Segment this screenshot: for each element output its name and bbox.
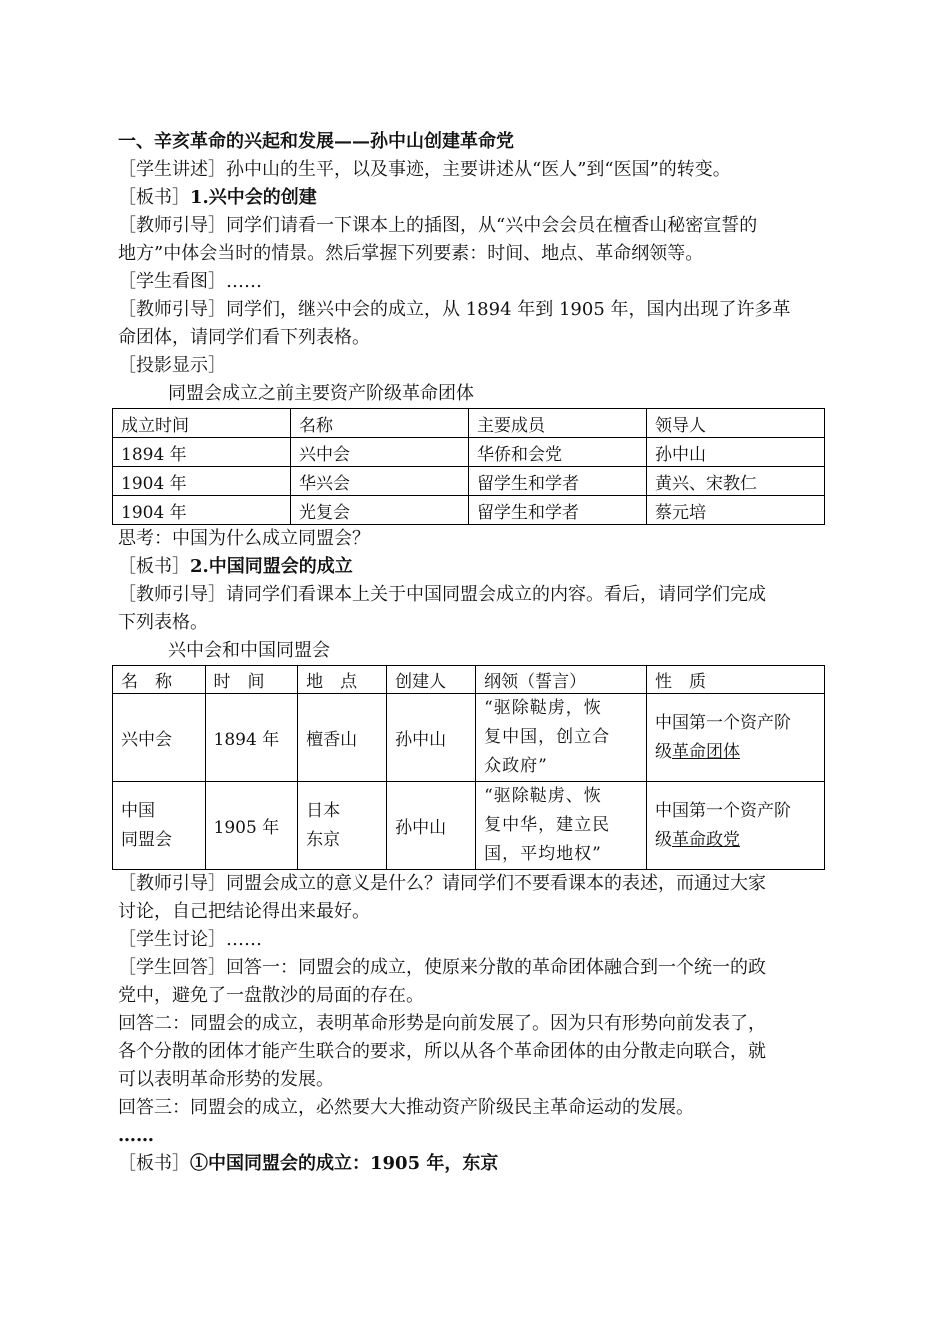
table-header-cell: 纲领（誓言） [476,666,647,694]
name-line: 同盟会 [121,829,172,850]
table-header-row [113,666,825,694]
paragraph-teacher-guide-4b: 讨论，自己把结论得出来最好。 [118,901,370,922]
table-header-cell: 名称 [291,409,469,438]
table-cell: 光复会 [291,496,469,525]
board-label: ［板书］ [118,556,190,577]
table-row [113,467,825,496]
table-header-cell: 领导人 [647,409,825,438]
paragraph-teacher-guide-3a: ［教师引导］请同学们看课本上关于中国同盟会成立的内容。看后，请同学们完成 [118,584,766,605]
program-line: “驱除鞑虏，恢 [484,698,602,718]
table-cell-nature [646,782,824,870]
table-cell-program [476,694,647,782]
nature-line [655,826,816,855]
paragraph-projection: ［投影显示］ [118,355,226,376]
nature-prefix: 级 [654,829,672,850]
table-cell [113,782,206,870]
board-heading-2 [118,553,838,581]
board-title: 2.中国同盟会的成立 [190,556,353,577]
table-cell [298,782,387,870]
place-line: 东京 [306,829,341,850]
program-line: 众政府” [484,756,548,776]
table-cell: 留学生和学者 [469,467,647,496]
board-heading-3 [118,1150,838,1178]
paragraph-answer-3: 回答三：同盟会的成立，必然要大大推动资产阶级民主革命运动的发展。 [118,1097,694,1118]
paragraph-teacher-guide-2a: ［教师引导］同学们，继兴中会的成立，从 1894 年到 1905 年，国内出现了许多革 [118,299,791,320]
table-cell: 孙中山 [387,782,476,870]
place-line: 日本 [306,800,341,821]
program-line: 复中华，建立民 [484,815,611,835]
table-header-cell: 地 点 [298,666,387,694]
paragraph-answer-1a: ［学生回答］回答一：同盟会的成立，使原来分散的革命团体融合到一个统一的政 [118,957,766,978]
table-row [113,782,825,870]
paragraph-student-view: ［学生看图］…… [118,271,262,292]
revolutionary-groups-table [112,408,825,525]
paragraph-teacher-guide-3b: 下列表格。 [118,612,208,633]
table-cell: 华侨和会党 [469,438,647,467]
board-label: ［板书］ [118,187,190,208]
table-cell: 1904 年 [113,467,291,496]
nature-line: 中国第一个资产阶 [654,800,791,821]
section-title: 一、辛亥革命的兴起和发展——孙中山创建革命党 [118,131,514,152]
program-line: 复中国，创立合 [484,727,611,747]
table-header-cell: 主要成员 [469,409,647,438]
table-cell: 蔡元培 [647,496,825,525]
table-header-cell: 成立时间 [113,409,291,438]
table-row [113,438,825,467]
table-cell: 1894 年 [205,694,298,782]
paragraph-ellipsis: …… [118,1125,154,1146]
table-cell-program [476,782,647,870]
table-cell: 檀香山 [298,694,387,782]
paragraph-answer-1b: 党中，避免了一盘散沙的局面的存在。 [118,985,424,1006]
nature-line [655,738,816,767]
table2-caption: 兴中会和中国同盟会 [168,640,330,661]
paragraph-teacher-guide-1b: 地方”中体会当时的情景。然后掌握下列要素：时间、地点、革命纲领等。 [118,243,704,264]
table-header-row [113,409,825,438]
board-title: 1.兴中会的创建 [190,187,317,208]
table-cell: 华兴会 [291,467,469,496]
table-cell: 兴中会 [291,438,469,467]
paragraph-student-discussion: ［学生讨论］…… [118,929,262,950]
program-line: “驱除鞑虏、恢 [484,786,602,806]
table-header-cell: 时 间 [205,666,298,694]
table-row [113,694,825,782]
table-cell: 1904 年 [113,496,291,525]
table-cell: 1894 年 [113,438,291,467]
nature-line: 中国第一个资产阶 [654,712,791,733]
board-label: ［板书］ [118,1153,190,1174]
document-page [118,128,838,1178]
table-header-cell: 性 质 [646,666,824,694]
nature-underlined: 革命团体 [671,741,740,762]
table1-caption: 同盟会成立之前主要资产阶级革命团体 [168,383,474,404]
table-cell: 孙中山 [387,694,476,782]
table-cell: 留学生和学者 [469,496,647,525]
nature-prefix: 级 [654,741,672,762]
table-header-cell: 创建人 [387,666,476,694]
paragraph-teacher-guide-1a: ［教师引导］同学们请看一下课本上的插图，从“兴中会会员在檀香山秘密宣誓的 [118,215,758,236]
paragraph-answer-2c: 可以表明革命形势的发展。 [118,1069,334,1090]
league-comparison-table [112,665,825,870]
board-heading-1 [118,184,838,212]
name-line: 中国 [121,800,155,821]
nature-underlined: 革命政党 [671,829,740,850]
table-row [113,496,825,525]
paragraph-teacher-guide-4a: ［教师引导］同盟会成立的意义是什么？请同学们不要看课本的表述，而通过大家 [118,873,766,894]
paragraph-think: 思考：中国为什么成立同盟会？ [118,528,370,549]
board-title: ①中国同盟会的成立：1905 年，东京 [190,1153,499,1174]
table-cell: 孙中山 [647,438,825,467]
paragraph-answer-2b: 各个分散的团体才能产生联合的要求，所以从各个革命团体的由分散走向联合，就 [118,1041,766,1062]
table-cell: 兴中会 [113,694,206,782]
table-cell: 1905 年 [205,782,298,870]
paragraph-student-narration: ［学生讲述］孙中山的生平，以及事迹，主要讲述从“医人”到“医国”的转变。 [118,159,731,180]
paragraph-teacher-guide-2b: 命团体，请同学们看下列表格。 [118,327,370,348]
table-header-cell: 名 称 [113,666,206,694]
table-cell-nature [646,694,824,782]
table-cell: 黄兴、宋教仁 [647,467,825,496]
paragraph-answer-2a: 回答二：同盟会的成立，表明革命形势是向前发展了。因为只有形势向前发表了， [118,1013,766,1034]
program-line: 国，平均地权” [484,844,602,864]
